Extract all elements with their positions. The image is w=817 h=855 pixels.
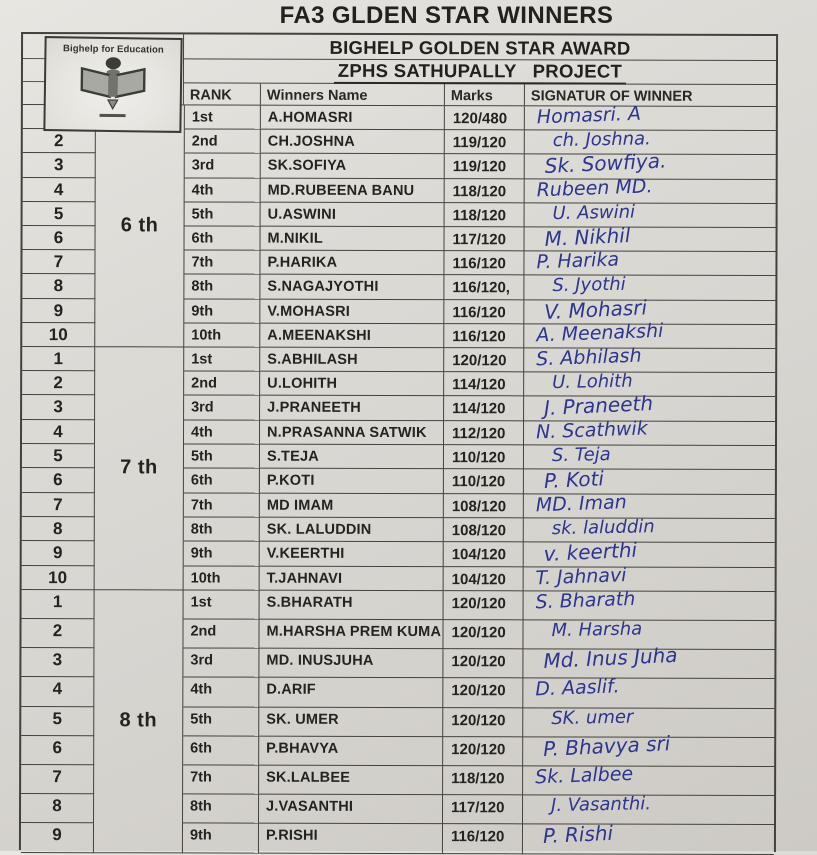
grade-label: 8 th bbox=[94, 590, 184, 853]
award-table bbox=[19, 32, 778, 852]
winner-name-cell: J.PRANEETH bbox=[260, 396, 444, 421]
marks-cell: 118/120 bbox=[445, 179, 525, 203]
row-number: 9 bbox=[21, 823, 94, 852]
rank-cell: 6th bbox=[185, 226, 261, 250]
rank-cell: 7th bbox=[184, 251, 260, 275]
signature-handwriting: Sk. Sowfiya. bbox=[544, 148, 667, 179]
row-number: 10 bbox=[22, 323, 95, 347]
signature-handwriting: S. Jyothi bbox=[552, 274, 626, 297]
winner-name-cell: A.MEENAKSHI bbox=[260, 323, 444, 348]
signature-handwriting: V. Mohasri bbox=[543, 294, 648, 324]
signature-cell bbox=[525, 174, 776, 204]
signature-handwriting: U. Lohith bbox=[551, 370, 633, 394]
signature-handwriting: M. Nikhil bbox=[543, 222, 631, 251]
marks-cell: 118/120 bbox=[445, 203, 525, 227]
rank-cell: 4th bbox=[183, 678, 259, 707]
marks-cell: 119/120 bbox=[445, 130, 525, 154]
marks-cell: 120/120 bbox=[444, 591, 524, 620]
signature-cell bbox=[523, 730, 774, 767]
winner-name-cell: S.NAGAJYOTHI bbox=[260, 275, 444, 300]
rank-cell: 8th bbox=[183, 795, 259, 824]
marks-cell: 114/120 bbox=[444, 372, 524, 397]
row-number: 9 bbox=[22, 299, 95, 323]
marks-cell: 110/120 bbox=[444, 469, 524, 494]
row-number: 2 bbox=[22, 371, 95, 395]
logo-url-smudge bbox=[100, 114, 126, 117]
row-number: 9 bbox=[22, 541, 95, 565]
signature-handwriting: J. Praneeth bbox=[543, 391, 654, 421]
rank-cell: 1st bbox=[184, 590, 260, 619]
rank-cell: 10th bbox=[184, 323, 260, 347]
marks-cell: 112/120 bbox=[444, 421, 524, 446]
marks-cell: 104/120 bbox=[444, 542, 524, 567]
marks-cell: 116/120 bbox=[443, 824, 523, 853]
winner-name-cell: J.VASANTHI bbox=[259, 795, 443, 825]
marks-cell: 117/120 bbox=[443, 795, 523, 824]
column-header-name: Winners Name bbox=[261, 84, 445, 105]
rank-cell: 2nd bbox=[183, 619, 259, 648]
marks-cell: 108/120 bbox=[444, 518, 524, 543]
project-title-text: ZPHS SATHUPALLY PROJECT bbox=[334, 60, 626, 85]
winner-name-cell: S.ABHILASH bbox=[260, 348, 444, 373]
row-number: 7 bbox=[22, 250, 95, 274]
row-number: 7 bbox=[21, 765, 94, 794]
row-number: 5 bbox=[23, 202, 96, 226]
winner-name-cell: P.BHAVYA bbox=[259, 736, 443, 766]
marks-cell: 120/120 bbox=[443, 737, 523, 766]
signature-cell bbox=[524, 490, 775, 519]
row-number: 10 bbox=[22, 566, 95, 590]
table-title-block bbox=[184, 34, 776, 106]
row-number: 8 bbox=[22, 274, 95, 298]
signature-handwriting: Md. Inus Juha bbox=[542, 643, 679, 674]
winner-name-cell: SK. LALUDDIN bbox=[260, 518, 444, 543]
signature-cell bbox=[524, 587, 775, 621]
winner-name-cell: D.ARIF bbox=[259, 678, 443, 708]
winner-name-cell: SK. UMER bbox=[259, 707, 443, 737]
winner-name-cell: A.HOMASRI bbox=[261, 106, 445, 131]
column-header-row bbox=[184, 83, 776, 106]
signature-handwriting: D. Aaslif. bbox=[534, 675, 620, 701]
marks-cell: 116/120 bbox=[444, 251, 524, 275]
page-title: FA3 GLDEN STAR WINNERS bbox=[279, 2, 614, 29]
rank-cell: 4th bbox=[185, 178, 261, 202]
winner-name-cell: S.TEJA bbox=[260, 445, 444, 470]
signature-cell bbox=[524, 344, 775, 373]
marks-cell: 116/120 bbox=[444, 300, 524, 324]
row-number: 5 bbox=[21, 707, 94, 736]
signature-cell bbox=[523, 675, 774, 709]
winner-name-cell: V.KEERTHI bbox=[260, 542, 444, 567]
row-number: 1 bbox=[22, 590, 95, 619]
award-title: BIGHELP GOLDEN STAR AWARD bbox=[184, 34, 776, 61]
signature-handwriting: Homasri. A bbox=[536, 102, 642, 129]
signature-handwriting: S. Bharath bbox=[535, 587, 636, 614]
row-number: 4 bbox=[22, 420, 95, 444]
grade-label: 7 th bbox=[95, 347, 185, 590]
signature-handwriting: M. Harsha bbox=[551, 618, 643, 642]
grade-section bbox=[21, 587, 775, 855]
rank-cell: 8th bbox=[184, 275, 260, 299]
marks-cell: 118/120 bbox=[443, 766, 523, 795]
row-number: 6 bbox=[21, 736, 94, 765]
signature-cell bbox=[524, 276, 775, 301]
open-book-student-icon bbox=[73, 54, 154, 113]
rank-cell: 4th bbox=[184, 420, 260, 444]
winner-name-cell: S.BHARATH bbox=[260, 590, 444, 620]
signature-handwriting: A. Meenakshi bbox=[535, 319, 664, 347]
signature-handwriting: sk. laluddin bbox=[551, 516, 655, 540]
rank-cell: 5th bbox=[183, 707, 259, 736]
rank-cell: 5th bbox=[184, 445, 260, 469]
row-number: 5 bbox=[22, 444, 95, 468]
marks-cell: 108/120 bbox=[444, 494, 524, 519]
signature-cell bbox=[524, 563, 775, 592]
winner-name-cell: CH.JOSHNA bbox=[261, 130, 445, 155]
signature-handwriting: P. Rishi bbox=[542, 821, 614, 849]
rank-cell: 3rd bbox=[185, 154, 261, 178]
rank-cell: 1st bbox=[185, 105, 261, 129]
winner-name-cell: SK.SOFIYA bbox=[261, 154, 445, 179]
winner-name-cell: P.HARIKA bbox=[260, 251, 444, 276]
signature-cell bbox=[524, 466, 775, 495]
grade-label: 6 th bbox=[95, 105, 185, 347]
column-header-signature: SIGNATUR OF WINNER bbox=[530, 88, 693, 105]
marks-cell: 117/120 bbox=[444, 227, 524, 251]
rank-cell: 1st bbox=[184, 347, 260, 371]
signature-handwriting: J. Vasanthi. bbox=[550, 793, 652, 817]
signature-handwriting: ch. Joshna. bbox=[552, 128, 651, 152]
row-number: 6 bbox=[22, 468, 95, 492]
rank-cell: 7th bbox=[183, 765, 259, 794]
signature-cell bbox=[524, 445, 775, 470]
table-body bbox=[21, 102, 776, 855]
row-number: 3 bbox=[21, 648, 94, 677]
rank-cell: 2nd bbox=[184, 372, 260, 396]
marks-cell: 120/120 bbox=[443, 620, 523, 649]
signature-cell bbox=[524, 417, 775, 446]
rank-cell: 2nd bbox=[185, 130, 261, 154]
marks-cell: 110/120 bbox=[444, 445, 524, 470]
signature-handwriting: S. Teja bbox=[551, 444, 611, 467]
winner-name-cell: P.KOTI bbox=[260, 469, 444, 494]
column-header-rank: RANK bbox=[184, 83, 261, 104]
signature-cell bbox=[523, 643, 774, 680]
row-number: 4 bbox=[23, 178, 96, 202]
grade-section bbox=[22, 102, 776, 349]
bighelp-logo-text: Bighelp for Education bbox=[63, 43, 164, 56]
signature-handwriting: MD. Iman bbox=[535, 490, 628, 517]
row-number: 2 bbox=[23, 129, 96, 153]
marks-cell: 116/120, bbox=[444, 275, 524, 299]
marks-cell: 116/120 bbox=[444, 324, 524, 348]
row-number: 2 bbox=[21, 619, 94, 648]
row-number: 7 bbox=[22, 493, 95, 517]
rank-cell: 6th bbox=[184, 469, 260, 493]
row-number: 3 bbox=[23, 153, 96, 177]
marks-cell: 120/120 bbox=[443, 649, 523, 678]
winner-name-cell: U.LOHITH bbox=[260, 372, 444, 397]
grade-section bbox=[22, 344, 776, 592]
winner-name-cell: P.RISHI bbox=[259, 824, 443, 854]
signature-cell bbox=[523, 762, 774, 796]
signature-handwriting: N. Scathwik bbox=[535, 417, 649, 444]
rank-cell: 9th bbox=[183, 824, 259, 853]
signature-handwriting: P. Koti bbox=[543, 466, 605, 494]
rank-cell: 8th bbox=[184, 517, 260, 541]
signature-cell bbox=[523, 821, 774, 855]
winner-name-cell: M.NIKIL bbox=[261, 227, 445, 252]
bighelp-logo-box bbox=[43, 36, 182, 133]
rank-cell: 6th bbox=[183, 736, 259, 765]
signature-handwriting: P. Bhavya sri bbox=[542, 730, 671, 761]
winner-name-cell: MD. INUSJUHA bbox=[259, 649, 443, 679]
winner-name-cell: T.JAHNAVI bbox=[260, 566, 444, 591]
winner-name-cell: U.ASWINI bbox=[261, 202, 445, 227]
project-title bbox=[184, 59, 776, 85]
signature-cell bbox=[524, 222, 775, 252]
signature-handwriting: SK. umer bbox=[551, 706, 634, 729]
rank-cell: 10th bbox=[184, 566, 260, 590]
rank-cell: 9th bbox=[184, 542, 260, 566]
signature-handwriting: v. keerthi bbox=[543, 537, 638, 567]
signature-handwriting: Sk. Lalbee bbox=[534, 762, 634, 789]
winner-name-cell: SK.LALBEE bbox=[259, 766, 443, 796]
row-number: 8 bbox=[22, 517, 95, 541]
marks-cell: 119/120 bbox=[445, 154, 525, 178]
winner-name-cell: MD IMAM bbox=[260, 493, 444, 518]
marks-cell: 120/120 bbox=[443, 679, 523, 708]
row-number: 6 bbox=[23, 226, 96, 250]
marks-cell: 104/120 bbox=[444, 567, 524, 592]
rank-cell: 9th bbox=[184, 299, 260, 323]
signature-cell bbox=[524, 537, 775, 568]
marks-cell: 120/120 bbox=[443, 708, 523, 737]
marks-cell: 120/480 bbox=[445, 106, 525, 130]
winner-name-cell: MD.RUBEENA BANU bbox=[261, 178, 445, 203]
signature-cell bbox=[525, 203, 776, 228]
signature-handwriting: U. Aswini bbox=[552, 201, 636, 224]
signature-cell bbox=[524, 391, 775, 422]
signature-handwriting: Rubeen MD. bbox=[536, 174, 653, 201]
signature-handwriting: T. Jahnavi bbox=[535, 563, 627, 589]
signature-cell bbox=[524, 518, 775, 543]
column-header-marks: Marks bbox=[445, 84, 525, 105]
row-number: 4 bbox=[21, 677, 94, 706]
rank-cell: 7th bbox=[184, 493, 260, 517]
signature-handwriting: S. Abhilash bbox=[535, 344, 642, 371]
signature-cell bbox=[523, 795, 774, 825]
winner-name-cell: N.PRASANNA SATWIK bbox=[260, 420, 444, 445]
marks-cell: 120/120 bbox=[444, 348, 524, 373]
row-number: 3 bbox=[22, 395, 95, 419]
signature-cell bbox=[524, 248, 775, 276]
signature-cell bbox=[524, 319, 775, 349]
rank-cell: 3rd bbox=[184, 396, 260, 420]
rank-cell: 3rd bbox=[183, 649, 259, 678]
row-number: 1 bbox=[22, 347, 95, 371]
signature-handwriting: P. Harika bbox=[536, 248, 620, 274]
winner-name-cell: V.MOHASRI bbox=[260, 299, 444, 324]
marks-cell: 114/120 bbox=[444, 397, 524, 422]
rank-cell: 5th bbox=[185, 202, 261, 226]
winner-name-cell: M.HARSHA PREM KUMA bbox=[259, 620, 443, 650]
row-number: 8 bbox=[21, 794, 94, 823]
